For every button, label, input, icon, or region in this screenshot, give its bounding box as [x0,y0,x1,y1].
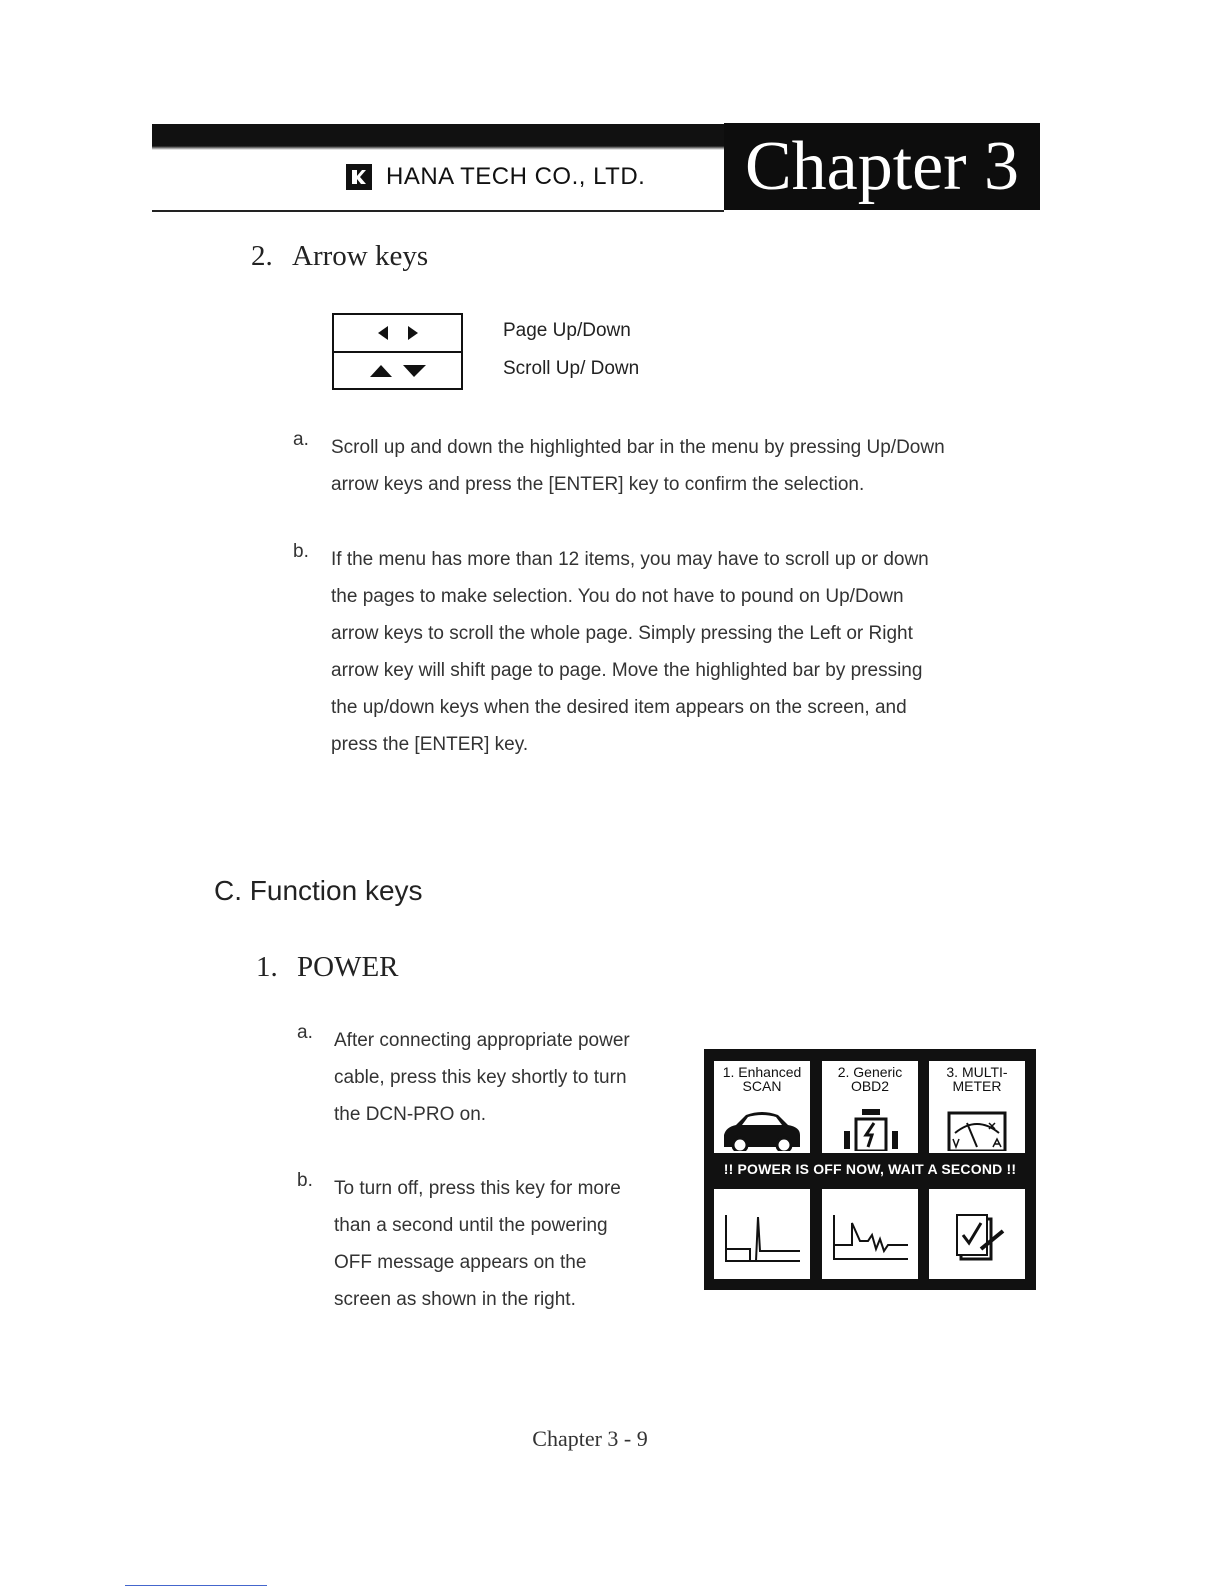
device-screen [704,1049,1036,1290]
tile-label: METER [952,1078,1002,1094]
menu-tile-ignition [822,1189,918,1279]
company-name: HANA TECH CO., LTD. [386,163,646,190]
arrow-key-diagram [332,313,463,390]
menu-tile-config [929,1189,1025,1279]
scope-waveform-icon [722,1211,802,1263]
power-heading-number: 1. [256,951,278,983]
arrow-keys-heading-number: 2. [251,240,273,272]
tile-label: 2. Generic [837,1064,903,1080]
text-line: press the [ENTER] key. [331,734,529,755]
left-right-key-row [334,315,461,351]
text-line: OFF message appears on the [334,1252,587,1273]
scroll-up-down-label: Scroll Up/ Down [503,358,640,379]
hanatech-logo-icon [346,164,372,190]
company-block [346,160,645,194]
power-off-message: !! POWER IS OFF NOW, WAIT A SECOND !! [704,1155,1036,1183]
header-rule [152,210,724,212]
text-line: than a second until the powering [334,1215,608,1236]
tile-label: 1. Enhanced [722,1064,802,1080]
left-right-arrows-icon [376,325,420,341]
function-keys-heading: C. Function keys [214,875,423,906]
car-icon [722,1103,802,1151]
page-footer: Chapter 3 - 9 [532,1426,648,1451]
menu-tile-generic-obd2 [822,1061,918,1153]
item-marker: b. [293,541,309,562]
header-bar-shade [152,146,724,150]
text-line: arrow keys and press the [ENTER] key to confirm the selection. [331,474,865,495]
item-marker: a. [297,1022,313,1043]
power-item-b [334,1170,673,1318]
text-line: the up/down keys when the desired item appears on the screen, and [331,697,907,718]
engine-icon [830,1103,910,1151]
menu-tile-scope [714,1189,810,1279]
text-line: the pages to make selection. You do not have to pound on Up/Down [331,586,904,607]
text-line: arrow keys to scroll the whole page. Simply pressing the Left or Right [331,623,913,644]
chapter-badge: Chapter 3 [724,123,1040,210]
arrow-keys-item-a [331,429,1001,503]
tile-label: OBD2 [850,1078,890,1094]
arrow-keys-heading: Arrow keys [292,240,429,272]
tile-label: 3. MULTI- [946,1064,1008,1080]
text-line: screen as shown in the right. [334,1289,576,1310]
text-line: If the menu has more than 12 items, you may have to scroll up or down [331,549,929,570]
menu-tile-multimeter [929,1061,1025,1153]
item-marker: b. [297,1170,313,1191]
ignition-waveform-icon [830,1211,910,1263]
text-line: Scroll up and down the highlighted bar in the menu by pressing Up/Down [331,437,945,458]
config-checklist-icon [937,1209,1017,1265]
up-down-arrows-icon [368,364,428,378]
power-item-a [334,1022,673,1133]
text-line: arrow key will shift page to page. Move the highlighted bar by pressing [331,660,923,681]
meter-icon [937,1103,1017,1151]
power-heading: POWER [297,951,399,983]
menu-tile-enhanced-scan [714,1061,810,1153]
header-top-bar [152,124,724,146]
tile-label: SCAN [742,1078,782,1094]
up-down-key-row [334,351,461,389]
text-line: the DCN-PRO on. [334,1104,487,1125]
item-marker: a. [293,429,309,450]
text-line: To turn off, press this key for more [334,1178,621,1199]
arrow-keys-item-b [331,541,1001,763]
text-line: After connecting appropriate power [334,1030,630,1051]
page-up-down-label: Page Up/Down [503,320,631,341]
text-line: cable, press this key shortly to turn [334,1067,627,1088]
